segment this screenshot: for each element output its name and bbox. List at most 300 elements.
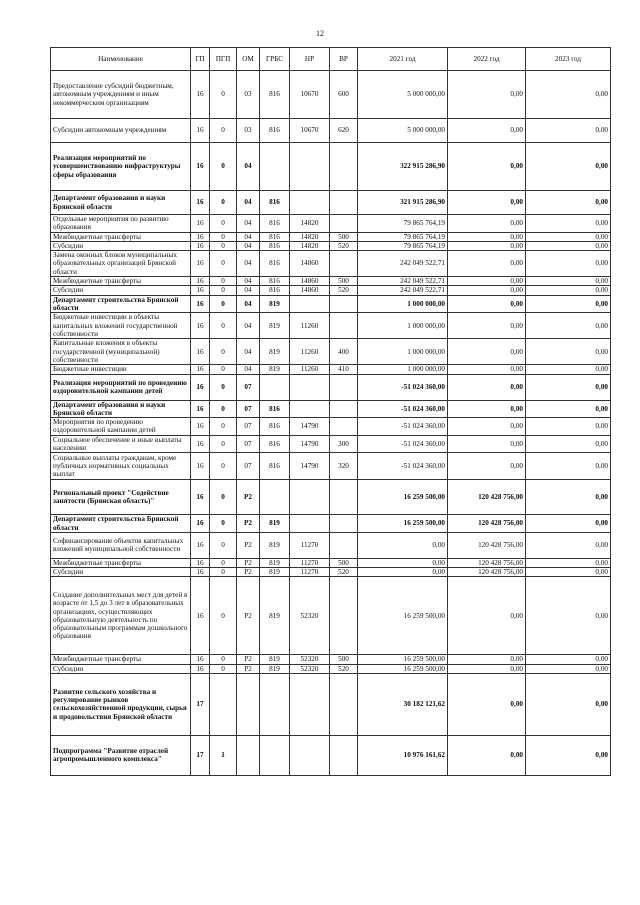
cell-2023: 0,00 [526, 232, 611, 241]
cell-pgp: 0 [210, 277, 237, 286]
cell-2022: 0,00 [448, 241, 526, 250]
cell-om: P2 [237, 655, 260, 664]
cell-pgp: 0 [210, 313, 237, 339]
cell-2022: 120 428 756,00 [448, 568, 526, 577]
header-gp: ГП [191, 48, 210, 71]
table-row [51, 453, 611, 480]
cell-2022: 0,00 [448, 286, 526, 295]
table-row [51, 418, 611, 436]
cell-nr: 10670 [290, 119, 330, 143]
table-row [51, 286, 611, 295]
cell-om: 04 [237, 339, 260, 365]
cell-om: P2 [237, 515, 260, 533]
cell-2021: 79 865 764,19 [358, 241, 448, 250]
cell-om [237, 735, 260, 775]
cell-grbs: 819 [260, 313, 290, 339]
cell-2021: 1 000 000,00 [358, 365, 448, 374]
cell-2022: 0,00 [448, 232, 526, 241]
cell-2023: 0,00 [526, 418, 611, 436]
cell-nr: 11270 [290, 568, 330, 577]
cell-vr [330, 374, 358, 400]
cell-2022: 120 428 756,00 [448, 480, 526, 515]
cell-vr [330, 191, 358, 215]
cell-name: Субсидии автономным учреждениям [51, 119, 191, 143]
cell-pgp: 0 [210, 435, 237, 453]
cell-name: Капитальные вложения в объекты государственной (муниципальной) собственности [51, 339, 191, 365]
cell-name: Межбюджетные трансферты [51, 232, 191, 241]
cell-gp: 16 [191, 577, 210, 655]
cell-nr: 52320 [290, 577, 330, 655]
cell-grbs: 816 [260, 241, 290, 250]
cell-vr [330, 735, 358, 775]
table-row [51, 71, 611, 119]
cell-vr [330, 295, 358, 313]
cell-pgp: 0 [210, 480, 237, 515]
cell-grbs: 819 [260, 664, 290, 673]
cell-vr: 500 [330, 558, 358, 567]
cell-om: 04 [237, 232, 260, 241]
cell-nr: 14820 [290, 232, 330, 241]
cell-pgp: 0 [210, 400, 237, 418]
cell-2021: 0,00 [358, 532, 448, 558]
cell-2022: 0,00 [448, 400, 526, 418]
cell-pgp: 0 [210, 251, 237, 277]
cell-2023: 0,00 [526, 143, 611, 191]
cell-om: 04 [237, 241, 260, 250]
cell-gp: 16 [191, 71, 210, 119]
cell-om: 07 [237, 435, 260, 453]
cell-vr [330, 673, 358, 735]
page-number: 12 [316, 29, 324, 38]
cell-2022: 0,00 [448, 365, 526, 374]
cell-gp: 16 [191, 400, 210, 418]
cell-grbs [260, 673, 290, 735]
cell-om: P2 [237, 480, 260, 515]
cell-grbs: 819 [260, 339, 290, 365]
cell-vr: 400 [330, 339, 358, 365]
cell-pgp: 0 [210, 453, 237, 480]
cell-2023: 0,00 [526, 215, 611, 233]
cell-grbs: 816 [260, 400, 290, 418]
cell-pgp: 0 [210, 558, 237, 567]
cell-name: Департамент строительства Брянской области [51, 515, 191, 533]
cell-2022: 0,00 [448, 453, 526, 480]
cell-2021: 1 000 000,00 [358, 339, 448, 365]
cell-name: Социальные выплаты гражданам, кроме публичных нормативных социальных выплат [51, 453, 191, 480]
cell-gp: 16 [191, 277, 210, 286]
cell-nr [290, 143, 330, 191]
cell-nr: 14790 [290, 453, 330, 480]
cell-pgp: 0 [210, 339, 237, 365]
cell-pgp: 0 [210, 191, 237, 215]
cell-grbs [260, 480, 290, 515]
cell-grbs: 816 [260, 215, 290, 233]
cell-2023: 0,00 [526, 286, 611, 295]
cell-om: 07 [237, 453, 260, 480]
cell-om: 07 [237, 400, 260, 418]
cell-gp: 16 [191, 374, 210, 400]
cell-nr: 52320 [290, 655, 330, 664]
cell-nr [290, 673, 330, 735]
cell-2022: 0,00 [448, 735, 526, 775]
cell-nr: 14860 [290, 251, 330, 277]
cell-vr: 520 [330, 568, 358, 577]
table-row [51, 191, 611, 215]
cell-grbs: 816 [260, 71, 290, 119]
table-row [51, 435, 611, 453]
cell-2023: 0,00 [526, 515, 611, 533]
cell-gp: 16 [191, 664, 210, 673]
cell-2022: 0,00 [448, 655, 526, 664]
cell-vr: 520 [330, 664, 358, 673]
cell-om: 07 [237, 418, 260, 436]
cell-pgp: 0 [210, 664, 237, 673]
cell-om: P2 [237, 664, 260, 673]
cell-2021: 5 000 000,00 [358, 71, 448, 119]
cell-pgp: 0 [210, 655, 237, 664]
cell-grbs: 816 [260, 435, 290, 453]
cell-2021: 0,00 [358, 568, 448, 577]
table-row [51, 232, 611, 241]
cell-name: Департамент образования и науки Брянской области [51, 400, 191, 418]
cell-gp: 16 [191, 453, 210, 480]
cell-nr: 11270 [290, 558, 330, 567]
cell-nr [290, 374, 330, 400]
cell-vr: 500 [330, 232, 358, 241]
cell-nr [290, 400, 330, 418]
cell-name: Мероприятия по проведению оздоровительной кампании детей [51, 418, 191, 436]
header-grbs: ГРБС [260, 48, 290, 71]
cell-2021: -51 024 360,00 [358, 400, 448, 418]
table-row [51, 558, 611, 567]
cell-gp: 16 [191, 365, 210, 374]
cell-pgp: 0 [210, 143, 237, 191]
cell-pgp: 0 [210, 577, 237, 655]
budget-table [50, 47, 611, 776]
cell-grbs: 816 [260, 232, 290, 241]
cell-pgp: 1 [210, 735, 237, 775]
cell-2022: 0,00 [448, 673, 526, 735]
cell-2021: -51 024 360,00 [358, 374, 448, 400]
cell-2022: 0,00 [448, 119, 526, 143]
cell-2023: 0,00 [526, 277, 611, 286]
cell-2023: 0,00 [526, 374, 611, 400]
cell-gp: 16 [191, 418, 210, 436]
cell-name: Департамент образования и науки Брянской области [51, 191, 191, 215]
cell-gp: 16 [191, 232, 210, 241]
cell-2021: -51 024 360,00 [358, 418, 448, 436]
table-row [51, 568, 611, 577]
cell-nr: 14860 [290, 286, 330, 295]
cell-2023: 0,00 [526, 655, 611, 664]
cell-grbs: 819 [260, 577, 290, 655]
cell-nr: 11260 [290, 339, 330, 365]
table-row [51, 143, 611, 191]
table-row [51, 515, 611, 533]
cell-2023: 0,00 [526, 568, 611, 577]
cell-grbs: 816 [260, 453, 290, 480]
cell-2023: 0,00 [526, 400, 611, 418]
header-2021: 2021 год [358, 48, 448, 71]
header-name: Наименование [51, 48, 191, 71]
cell-vr [330, 313, 358, 339]
cell-2022: 0,00 [448, 374, 526, 400]
table-row [51, 215, 611, 233]
header-om: ОМ [237, 48, 260, 71]
cell-name: Межбюджетные трансферты [51, 558, 191, 567]
cell-pgp: 0 [210, 295, 237, 313]
cell-2021: 16 259 500,00 [358, 655, 448, 664]
cell-name: Реализация мероприятий по усовершенствованию инфраструктуры сферы образования [51, 143, 191, 191]
cell-vr: 500 [330, 277, 358, 286]
cell-2023: 0,00 [526, 339, 611, 365]
cell-2023: 0,00 [526, 191, 611, 215]
cell-om: 04 [237, 191, 260, 215]
cell-vr [330, 515, 358, 533]
cell-2021: 242 049 522,71 [358, 286, 448, 295]
table-row [51, 365, 611, 374]
cell-2021: 79 865 764,19 [358, 215, 448, 233]
table-row [51, 480, 611, 515]
table-row [51, 532, 611, 558]
cell-2023: 0,00 [526, 313, 611, 339]
table-row [51, 241, 611, 250]
cell-2023: 0,00 [526, 453, 611, 480]
table-row [51, 400, 611, 418]
cell-gp: 17 [191, 673, 210, 735]
cell-gp: 16 [191, 313, 210, 339]
cell-om [237, 673, 260, 735]
cell-2022: 0,00 [448, 313, 526, 339]
cell-name: Субсидии [51, 241, 191, 250]
cell-nr: 11260 [290, 365, 330, 374]
table-row [51, 673, 611, 735]
cell-name: Межбюджетные трансферты [51, 655, 191, 664]
cell-pgp: 0 [210, 568, 237, 577]
cell-2021: 79 865 764,19 [358, 232, 448, 241]
cell-nr: 14820 [290, 241, 330, 250]
cell-2022: 0,00 [448, 295, 526, 313]
cell-pgp: 0 [210, 286, 237, 295]
table-row [51, 655, 611, 664]
cell-name: Развитие сельского хозяйства и регулирование рынков сельскохозяйственной продукции, сырья и продовольствия Брянской области [51, 673, 191, 735]
cell-2021: 321 915 286,90 [358, 191, 448, 215]
cell-grbs: 819 [260, 295, 290, 313]
table-row [51, 735, 611, 775]
cell-2021: 16 259 500,00 [358, 480, 448, 515]
cell-grbs: 816 [260, 277, 290, 286]
cell-nr [290, 735, 330, 775]
cell-2023: 0,00 [526, 251, 611, 277]
cell-gp: 16 [191, 295, 210, 313]
cell-2021: 1 000 000,00 [358, 313, 448, 339]
cell-vr: 300 [330, 435, 358, 453]
cell-om: 07 [237, 374, 260, 400]
cell-2021: -51 024 360,00 [358, 435, 448, 453]
cell-2022: 0,00 [448, 435, 526, 453]
cell-2021: 5 000 000,00 [358, 119, 448, 143]
cell-vr [330, 251, 358, 277]
cell-grbs: 819 [260, 558, 290, 567]
cell-2022: 0,00 [448, 191, 526, 215]
cell-gp: 16 [191, 215, 210, 233]
cell-nr [290, 295, 330, 313]
cell-gp: 16 [191, 241, 210, 250]
cell-grbs: 816 [260, 119, 290, 143]
cell-name: Департамент строительства Брянской области [51, 295, 191, 313]
cell-vr [330, 418, 358, 436]
cell-nr: 14820 [290, 215, 330, 233]
cell-2021: -51 024 360,00 [358, 453, 448, 480]
cell-nr: 52320 [290, 664, 330, 673]
cell-name: Создание дополнительных мест для детей в возрасте от 1,5 до 3 лет в образовательных организациях, осуществляющих образовательную деятельность по образовательным программам дошкольного образования [51, 577, 191, 655]
cell-om: P2 [237, 577, 260, 655]
cell-name: Предоставление субсидий бюджетным, автономным учреждениям и иным некоммерческим организациям [51, 71, 191, 119]
cell-2022: 0,00 [448, 277, 526, 286]
cell-name: Социальное обеспечение и иные выплаты населению [51, 435, 191, 453]
cell-grbs: 819 [260, 515, 290, 533]
cell-pgp: 0 [210, 71, 237, 119]
cell-nr: 11260 [290, 313, 330, 339]
cell-2021: 322 915 286,90 [358, 143, 448, 191]
table-body [51, 71, 611, 776]
cell-pgp: 0 [210, 215, 237, 233]
cell-om: 04 [237, 251, 260, 277]
cell-2022: 120 428 756,00 [448, 558, 526, 567]
cell-om: 04 [237, 365, 260, 374]
cell-2023: 0,00 [526, 241, 611, 250]
cell-gp: 16 [191, 286, 210, 295]
cell-gp: 16 [191, 655, 210, 664]
table-row [51, 277, 611, 286]
cell-pgp: 0 [210, 232, 237, 241]
cell-name: Субсидии [51, 286, 191, 295]
cell-grbs: 816 [260, 286, 290, 295]
cell-2021: 10 976 161,62 [358, 735, 448, 775]
cell-pgp [210, 673, 237, 735]
cell-om: 03 [237, 71, 260, 119]
table-row [51, 251, 611, 277]
table-row [51, 664, 611, 673]
cell-2023: 0,00 [526, 295, 611, 313]
cell-om: 04 [237, 143, 260, 191]
cell-gp: 16 [191, 143, 210, 191]
cell-nr: 14790 [290, 418, 330, 436]
table-row [51, 577, 611, 655]
cell-gp: 16 [191, 251, 210, 277]
cell-nr: 11270 [290, 532, 330, 558]
cell-gp: 17 [191, 735, 210, 775]
cell-vr [330, 143, 358, 191]
cell-om: P2 [237, 558, 260, 567]
cell-vr [330, 215, 358, 233]
cell-2023: 0,00 [526, 673, 611, 735]
cell-gp: 16 [191, 558, 210, 567]
cell-name: Субсидии [51, 568, 191, 577]
cell-gp: 16 [191, 515, 210, 533]
cell-2022: 0,00 [448, 251, 526, 277]
header-nr: НР [290, 48, 330, 71]
cell-vr: 320 [330, 453, 358, 480]
cell-2023: 0,00 [526, 435, 611, 453]
cell-nr [290, 515, 330, 533]
cell-grbs [260, 735, 290, 775]
cell-grbs: 819 [260, 532, 290, 558]
cell-vr [330, 400, 358, 418]
table-row [51, 313, 611, 339]
cell-vr: 520 [330, 286, 358, 295]
cell-grbs: 816 [260, 251, 290, 277]
cell-nr [290, 191, 330, 215]
cell-om: 04 [237, 277, 260, 286]
cell-2023: 0,00 [526, 480, 611, 515]
cell-2021: 242 049 522,71 [358, 277, 448, 286]
cell-nr: 10670 [290, 71, 330, 119]
cell-2023: 0,00 [526, 664, 611, 673]
cell-nr [290, 480, 330, 515]
table-row [51, 339, 611, 365]
cell-2023: 0,00 [526, 365, 611, 374]
table-row [51, 295, 611, 313]
cell-2022: 0,00 [448, 215, 526, 233]
cell-vr: 600 [330, 71, 358, 119]
cell-grbs: 819 [260, 365, 290, 374]
cell-pgp: 0 [210, 119, 237, 143]
cell-gp: 16 [191, 532, 210, 558]
cell-2023: 0,00 [526, 577, 611, 655]
table-row [51, 374, 611, 400]
cell-om: 04 [237, 215, 260, 233]
cell-pgp: 0 [210, 241, 237, 250]
cell-pgp: 0 [210, 532, 237, 558]
cell-name: Межбюджетные трансферты [51, 277, 191, 286]
cell-vr [330, 532, 358, 558]
cell-nr: 14790 [290, 435, 330, 453]
cell-grbs [260, 374, 290, 400]
cell-gp: 16 [191, 119, 210, 143]
cell-2022: 0,00 [448, 339, 526, 365]
cell-2023: 0,00 [526, 532, 611, 558]
cell-grbs: 819 [260, 655, 290, 664]
cell-name: Отдельные мероприятия по развитию образования [51, 215, 191, 233]
cell-grbs: 819 [260, 568, 290, 577]
cell-2021: 16 259 500,00 [358, 664, 448, 673]
cell-2023: 0,00 [526, 119, 611, 143]
cell-pgp: 0 [210, 515, 237, 533]
cell-2022: 0,00 [448, 71, 526, 119]
cell-2022: 0,00 [448, 418, 526, 436]
cell-gp: 16 [191, 339, 210, 365]
cell-name: Субсидии [51, 664, 191, 673]
cell-name: Подпрограмма "Развитие отраслей агропромышленного комплекса" [51, 735, 191, 775]
header-2022: 2022 год [448, 48, 526, 71]
header-vr: ВР [330, 48, 358, 71]
cell-2021: 0,00 [358, 558, 448, 567]
cell-2022: 0,00 [448, 143, 526, 191]
cell-2021: 16 259 500,00 [358, 515, 448, 533]
cell-2021: 16 259 500,00 [358, 577, 448, 655]
cell-vr [330, 577, 358, 655]
cell-vr: 410 [330, 365, 358, 374]
cell-name: Региональный проект "Содействие занятости (Брянская область)" [51, 480, 191, 515]
cell-om: P2 [237, 568, 260, 577]
cell-vr: 500 [330, 655, 358, 664]
cell-pgp: 0 [210, 418, 237, 436]
table-header-row [51, 48, 611, 71]
cell-2023: 0,00 [526, 71, 611, 119]
cell-grbs: 816 [260, 191, 290, 215]
cell-name: Бюджетные инвестиции в объекты капитальных вложений государственной собственности [51, 313, 191, 339]
